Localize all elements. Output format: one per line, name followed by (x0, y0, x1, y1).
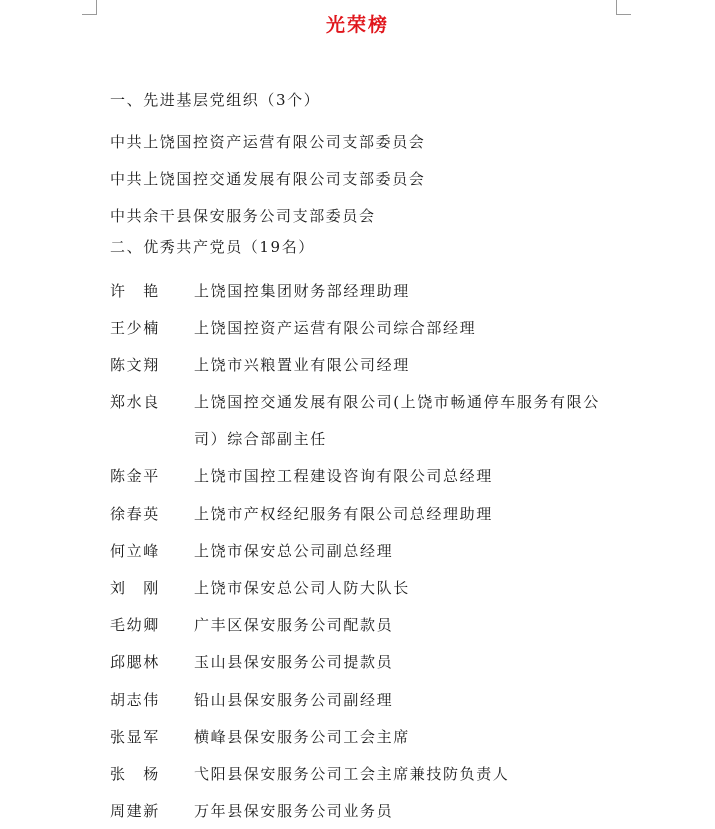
member-name: 毛幼卿 (110, 616, 160, 634)
member-position: 万年县保安服务公司业务员 (194, 802, 394, 820)
member-name: 陈文翔 (110, 356, 160, 374)
member-row (110, 763, 509, 784)
member-position: 上饶市产权经纪服务有限公司总经理助理 (194, 505, 493, 523)
member-row (110, 800, 393, 821)
member-name: 王少楠 (110, 319, 160, 337)
member-name: 张 杨 (110, 765, 160, 783)
member-row (110, 540, 393, 561)
member-name: 胡志伟 (110, 691, 160, 709)
member-position: 铅山县保安服务公司副经理 (194, 691, 394, 709)
member-row (110, 577, 410, 598)
member-name: 陈金平 (110, 467, 160, 485)
member-row (110, 651, 393, 672)
member-position: 上饶市兴粮置业有限公司经理 (194, 356, 410, 374)
member-position: 上饶国控资产运营有限公司综合部经理 (194, 319, 477, 337)
member-position: 上饶市保安总公司人防大队长 (194, 579, 410, 597)
member-position-continuation: 司）综合部副主任 (194, 430, 327, 448)
member-row (110, 689, 393, 710)
member-row (110, 503, 493, 524)
organization-item: 中共余干县保安服务公司支部委员会 (110, 207, 376, 225)
member-row (110, 614, 393, 635)
document-title: 光荣榜 (325, 14, 389, 36)
organization-item: 中共上饶国控资产运营有限公司支部委员会 (110, 133, 426, 151)
member-position: 上饶市保安总公司副总经理 (194, 542, 394, 560)
member-name: 郑水良 (110, 393, 160, 411)
member-name: 何立峰 (110, 542, 160, 560)
section-heading-members: 二、优秀共产党员（19名） (110, 238, 315, 256)
member-position: 上饶国控集团财务部经理助理 (194, 282, 410, 300)
member-position: 上饶市国控工程建设咨询有限公司总经理 (194, 467, 493, 485)
member-row (110, 317, 476, 338)
organization-item: 中共上饶国控交通发展有限公司支部委员会 (110, 170, 426, 188)
member-position: 玉山县保安服务公司提款员 (194, 653, 394, 671)
section-heading-organizations: 一、先进基层党组织（3个） (110, 91, 321, 109)
member-position: 广丰区保安服务公司配款员 (194, 616, 394, 634)
member-name: 徐春英 (110, 505, 160, 523)
member-position: 弋阳县保安服务公司工会主席兼技防负责人 (194, 765, 510, 783)
member-name: 许 艳 (110, 282, 160, 300)
member-name: 张显军 (110, 728, 160, 746)
member-row (110, 465, 493, 486)
member-row (110, 726, 410, 747)
member-name: 周建新 (110, 802, 160, 820)
member-position: 上饶国控交通发展有限公司(上饶市畅通停车服务有限公 (194, 393, 600, 411)
member-row (110, 354, 410, 375)
member-row (110, 280, 410, 301)
member-name: 刘 刚 (110, 579, 160, 597)
member-row (110, 391, 600, 412)
member-position: 横峰县保安服务公司工会主席 (194, 728, 410, 746)
member-name: 邱腮林 (110, 653, 160, 671)
